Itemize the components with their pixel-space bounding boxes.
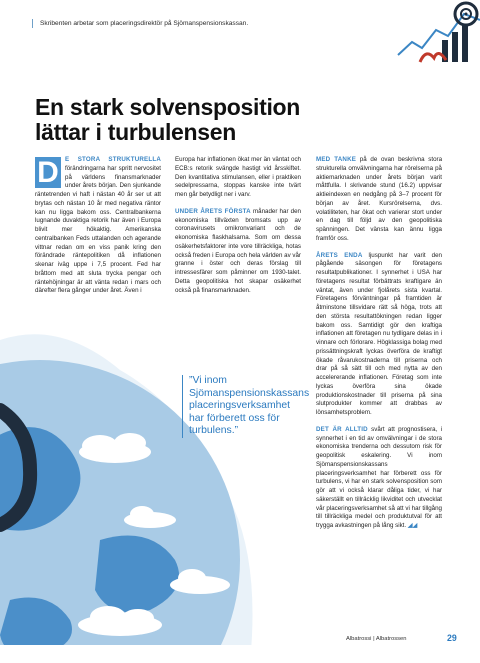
lead-in: DET ÄR ALLTID	[316, 425, 368, 433]
body-column-3	[316, 156, 442, 539]
paragraph	[316, 426, 442, 531]
lead-in: UNDER ÅRETS FÖRSTA	[175, 207, 251, 215]
paragraph-text: förändringarna har spritt nervositet på världens finansmarknader under årets början. Den sjunkande räntetrenden vi haft i nästan 40 år ser ut att brytas och nästan 10 år med negativa räntor kan nu ligga bakom oss. Centralbankerna lugnande duvaktiga retorik har även i Europa blivit mer hökaktig. Amerikanska centralbanken Feds uttalanden och agerande vittnar redan om en viss panik kring den förändrade räntepolitiken då inflationen skenar iväg uppe i 7,5 procent. Fed har bråttom med att sluta trycka pengar och räntehöjningar är att vänta redan i mars och därefter flera gånger under året. Även i	[35, 164, 161, 295]
paragraph-text: på de ovan beskrivna stora strukturella omvälvningarna har rörelserna på aktiemarknaden under årets början varit måttfulla. I skrivande stund (16.2) uppvisar aktieindexen en nedgång på 3–7 procent för början av året. Kursrörelserna, dvs. volatiliteten, har ökat och varierar stort under en dag till följd av den geopolitiska spänningen. Det vänsta kan ännu ligga framför oss.	[316, 156, 443, 242]
paragraph	[35, 156, 161, 296]
finance-illustration	[390, 0, 480, 70]
lead-in: MED TANKE	[316, 156, 357, 163]
lead-in: ÅRETS ENDA	[316, 251, 363, 259]
pull-quote: ”Vi inom Sjömanspensionskassans placeringsverksamhet har förberett oss för turbulens.”	[182, 375, 307, 438]
lead-in: E STORA STRUKTURELLA	[65, 156, 161, 163]
paragraph	[316, 252, 442, 418]
author-caption: Skribenten arbetar som placeringsdirektör på Sjömanspensionskassan.	[32, 19, 270, 28]
paragraph-text: svårt att prognostisera, i synnerhet i en tid av omvälvningar i de stora ekonomiska trenderna och dessutom risk för geopolitisk eskalering. Vi inom Sjömanspensionskassans placeringsverksamhet har förberett oss för turbulens, vi har en stark solvensposition som gör att vi också klarar dåliga tider, vi har säkerställt en tillräcklig likviditet och utvecklat vår placeringsverksamhet så att vi har tillgång till tillräckliga medel och produktutval för att trygga avkastningen på lång sikt.	[316, 425, 443, 529]
end-mark-icon: ◢◢	[407, 522, 418, 529]
paragraph-text: månader har den ekonomiska tillväxten bromsats upp av coronavirusets omikronvariant och de ekonomiska flaskhalsarna. Som om dessa osäkerhetsfaktorer inte vore tillräckliga, hotas också freden i Europa och hela världen av vår granne i öster och deras förslag till intressesfärer som påminner om 1930-talet. Detta geopolitiska hot skapar osäkerhet också på finansmarknaden.	[175, 207, 301, 294]
paragraph: Europa har inflationen ökat mer än väntat och ECB:s retorik svängde hastigt vid årsskiftet. Den kvantitativa stimulansen, eller i praktiken sedelpressarna, stoppas kanske inte tvärt men går betydligt ner i varv.	[175, 156, 301, 198]
magazine-name: Albatrossi | Albatrossen	[346, 636, 407, 642]
drop-cap: D	[35, 157, 61, 188]
paragraph	[175, 208, 301, 296]
headline: En stark solvensposition lättar i turbulensen	[35, 94, 301, 145]
body-column-2	[175, 156, 301, 303]
body-column-1	[35, 156, 161, 304]
paragraph	[316, 156, 442, 244]
page-number: 29	[447, 633, 457, 643]
paragraph-text: ljuspunkt har varit den pågående säsongen för företagens resultatpublikationer. I synnerhet i USA har företagens resultat förbättrats kraftigare än väntat, även under fjolårets sista kvartal. Företagens förväntningar på framtiden är åtminstone tillsvidare rätt så höga, trots att den största resultattökningen redan ligger bakom oss. Samtidigt gör den kraftiga inflationen att företagen nu tydligare delas in i vinnare och förlorare. Högklassiga bolag med prissättningskraft lyckas överföra de kraftigt ökade råvarukostnaderna till priserna och drar på så sätt till och med nytta av den accelererande inflationen. Företag som inte lyckas överföra sina ökade produktionskostnader till priserna på sina slutprodukter kommer att drabbas av lönsamhetsproblem.	[316, 251, 442, 416]
